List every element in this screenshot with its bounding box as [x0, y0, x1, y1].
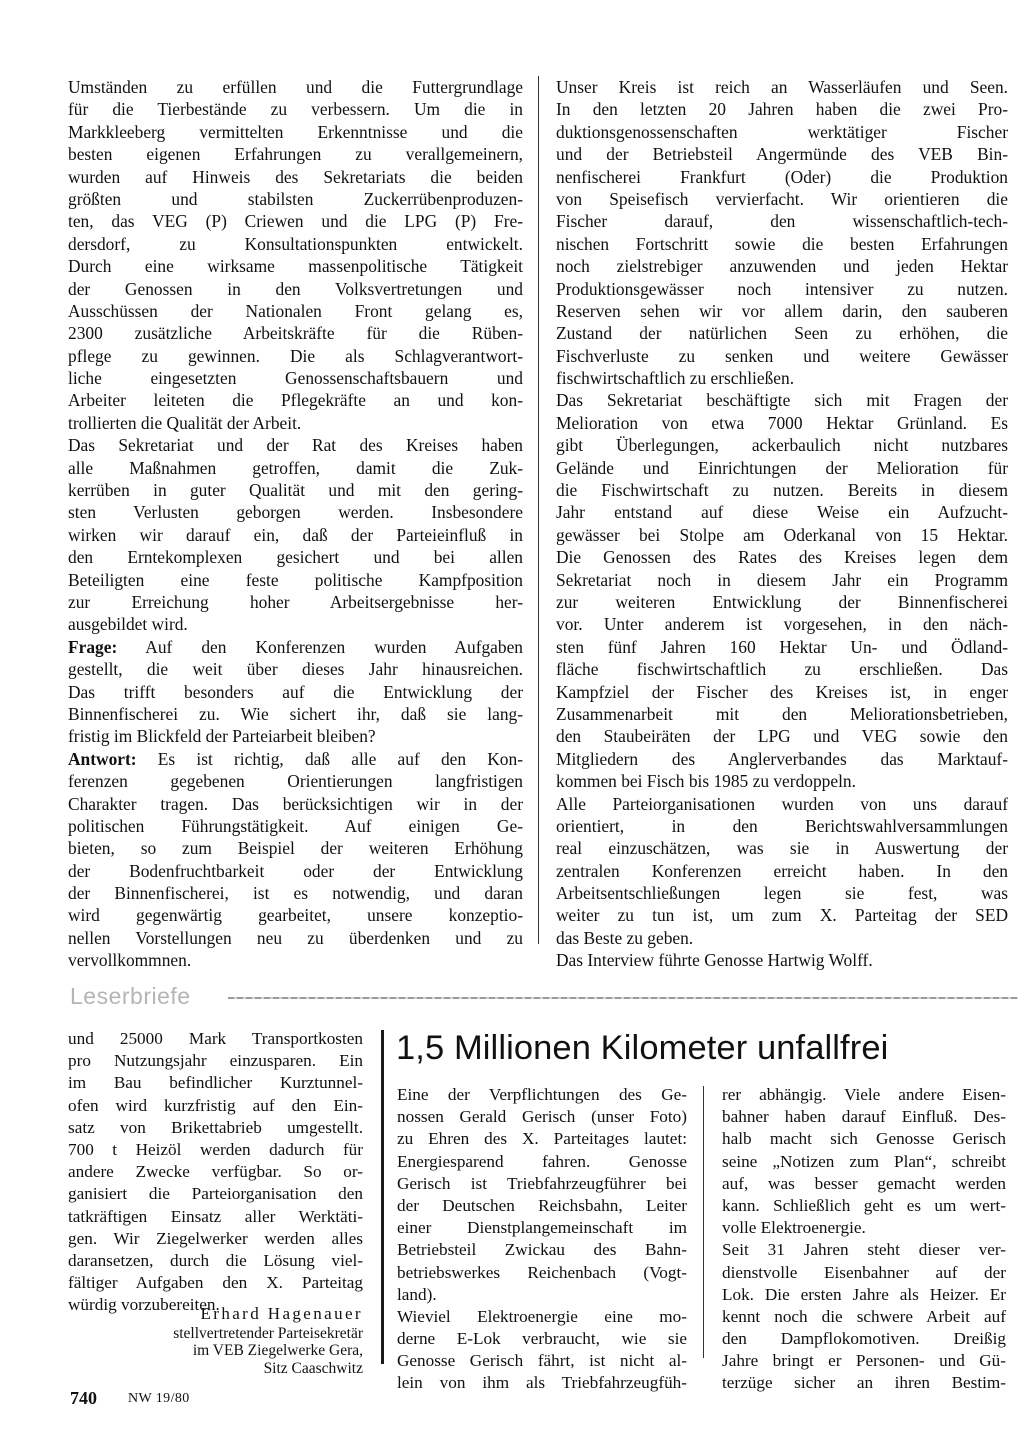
text-line: Seit 31 Jahren steht dieser ver-: [722, 1240, 1006, 1260]
text-line: Gelände und Einrichtungen der Melioration für: [556, 457, 1008, 478]
letter-signature: [68, 1303, 363, 1377]
text-line: für die Tierbestände zu verbessern. Um die in: [68, 99, 523, 120]
text-line: der Deutschen Reichsbahn, Leiter: [397, 1195, 687, 1215]
text-line: Eine der Verpflichtungen des Ge-: [397, 1085, 687, 1104]
text-line: gen. Wir Ziegelwerker werden alles: [68, 1228, 363, 1248]
text-line: gestellt, die weit über dieses Jahr hinausreichen.: [68, 659, 523, 680]
text-line: würdig vorzubereiten.: [68, 1295, 220, 1315]
section-title: Leserbriefe: [70, 983, 191, 1009]
text-line: im Bau befindlicher Kurztunnel-: [68, 1073, 363, 1093]
text-line: kommen bei Fisch bis 1985 zu verdoppeln.: [556, 771, 856, 792]
text-line: Mitgliedern des Anglerverbandes das Marktauf-: [556, 748, 1008, 769]
issue-label: NW 19/80: [128, 1391, 190, 1406]
text-line: weiter zu tun ist, um zum X. Parteitag der SED: [556, 905, 1008, 926]
text-line: duktionsgenossenschaften werktätiger Fischer: [556, 121, 1008, 142]
text-line: Alle Parteiorganisationen wurden von uns darauf: [556, 793, 1008, 814]
text-line: ofen wird kurzfristig auf den Ein-: [68, 1095, 363, 1115]
section-rule: [228, 997, 1018, 999]
text-line: den Staubeiräten der LPG und VEG sowie den: [556, 726, 1008, 747]
text-line: Zusammenarbeit mit den Meliorationsbetrieben,: [556, 703, 1008, 724]
text-line: derne E-Lok verbraucht, wie sie: [397, 1329, 687, 1349]
question-text: Auf den Konferenzen wurden Aufgaben: [145, 636, 523, 657]
text-line: bahner haben darauf Einfluß. Des-: [722, 1107, 1006, 1127]
answer-label: Antwort:: [68, 748, 137, 769]
text-line: 700 t Heizöl werden dadurch für: [68, 1139, 363, 1159]
text-line: pflege zu gewinnen. Die als Schlagverantwort-: [68, 345, 523, 366]
text-line: Umständen zu erfüllen und die Futtergrundlage: [68, 77, 523, 97]
text-line: Das Sekretariat beschäftigte sich mit Fragen der: [556, 390, 1008, 411]
text-line: zur weiteren Entwicklung der Binnenfischerei: [556, 591, 1008, 612]
text-line: größten und stabilsten Zuckerrübenproduzen-: [68, 188, 523, 209]
author-role-line: Sitz Caaschwitz: [263, 1359, 363, 1377]
text-line: wurden auf Hinweis des Sekretariats die beiden: [68, 166, 523, 187]
text-line: Wieviel Elektroenergie eine mo-: [397, 1306, 687, 1326]
text-line: ten, das VEG (P) Criewen und die LPG (P) Fre-: [68, 211, 523, 232]
text-line: Die Genossen des Rates des Kreises legen dem: [556, 547, 1008, 568]
text-line: Durch eine wirksame massenpolitische Tätigkeit: [68, 256, 523, 277]
column-divider: [538, 76, 539, 944]
text-line: besten eigenen Erfahrungen zu verallgemeinern,: [68, 144, 523, 165]
text-line: Lok. Die ersten Jahre als Heizer. Er: [722, 1284, 1006, 1304]
text-line: Ausschüssen der Nationalen Front gelang es,: [68, 300, 523, 321]
interviewer-credit: Das Interview führte Genosse Hartwig Wolff.: [556, 950, 873, 971]
text-line: nischen Fortschritt sowie die besten Erfahrungen: [556, 233, 1008, 254]
text-line: zentralen Konferenzen erreicht haben. In den: [556, 860, 1008, 881]
text-line: und der Betriebsteil Angermünde des VEB Bin-: [556, 144, 1008, 165]
text-line: rer abhängig. Viele andere Eisen-: [722, 1085, 1006, 1104]
article-column-divider: [703, 1086, 704, 1358]
text-line: zu Ehren des X. Parteitages lautet:: [397, 1129, 687, 1149]
text-line: Fischverluste zu senken und weitere Gewässer: [556, 345, 1008, 366]
text-line: alle Maßnahmen getroffen, damit die Zuk-: [68, 457, 523, 478]
text-line: politischen Führungstätigkeit. Auf einigen Ge-: [68, 815, 523, 836]
text-line: kerrüben in guter Qualität und mit den gering-: [68, 480, 523, 501]
text-line: satz von Brikettabrieb umgestellt.: [68, 1117, 363, 1137]
author-name: Erhard Hagenauer: [200, 1304, 363, 1323]
text-line: Melioration von etwa 7000 Hektar Grünland. Es: [556, 412, 1008, 433]
text-line: und 25000 Mark Transportkosten: [68, 1029, 363, 1048]
text-line: Fischer darauf, den wissenschaftlich-tech-: [556, 211, 1008, 232]
text-line: vervollkommnen.: [68, 950, 192, 971]
text-line: fischwirtschaftlich zu erschließen.: [556, 368, 795, 389]
text-line: tatkräftigen Einsatz aller Werktäti-: [68, 1206, 363, 1226]
text-line: die Fischwirtschaft zu nutzen. Bereits in diesem: [556, 480, 1008, 501]
text-line: Gerisch ist Triebfahrzeugführer bei: [397, 1173, 687, 1193]
text-line: sten Verlusten geborgen werden. Insbesondere: [68, 502, 523, 523]
text-line: bieten, so zum Beispiel der weiteren Erhöhung: [68, 838, 523, 859]
text-line: nossen Gerald Gerisch (unser Foto): [397, 1107, 687, 1127]
text-line: Zustand der natürlichen Seen zu erhöhen, die: [556, 323, 1008, 344]
interview-right-column: [556, 76, 1008, 972]
text-line: Unser Kreis ist reich an Wasserläufen und Seen.: [556, 77, 1008, 97]
text-line: das Beste zu geben.: [556, 927, 694, 948]
text-line: Energiesparend fahren. Genosse: [397, 1151, 687, 1171]
text-line: von Speisefisch vervierfacht. Wir orientieren die: [556, 188, 1008, 209]
article-column-2: [722, 1084, 1006, 1395]
text-line: gibt Überlegungen, ackerbaulich nicht nutzbares: [556, 435, 1008, 456]
text-line: Reserven sehen wir vor allem darin, den sauberen: [556, 300, 1008, 321]
text-line: auf, was besser gemacht werden: [722, 1173, 1006, 1193]
text-line: nenfischerei Frankfurt (Oder) die Produktion: [556, 166, 1008, 187]
text-line: lein von ihm als Triebfahrzeugfüh-: [397, 1373, 687, 1393]
text-line: seine „Notizen zum Plan“, schreibt: [722, 1151, 1006, 1171]
text-line: Beteiligten eine feste politische Kampfposition: [68, 569, 523, 590]
text-line: der Binnenfischerei, ist es notwendig, und daran: [68, 883, 523, 904]
text-line: orientiert, in den Berichtswahlversammlungen: [556, 815, 1008, 836]
text-line: andere Zwecke verfügbar. So or-: [68, 1162, 363, 1182]
text-line: betriebswerkes Reichenbach (Vogt-: [397, 1262, 687, 1282]
text-line: Produktionsgewässer noch intensiver zu nutzen.: [556, 278, 1008, 299]
text-line: fältiger Aufgaben den X. Parteitag: [68, 1273, 363, 1293]
text-line: einer Dienstplangemeinschaft im: [397, 1218, 687, 1238]
text-line: halb macht sich Genosse Gerisch: [722, 1129, 1006, 1149]
text-line: Markkleeberg vermittelten Erkenntnisse und die: [68, 121, 523, 142]
interview-left-column: [68, 76, 523, 972]
text-line: kann. Schließlich geht es um wert-: [722, 1195, 1006, 1215]
text-line: gewässer bei Stolpe am Oderkanal von 15 Hektar.: [556, 524, 1008, 545]
text-line: nellen Vorstellungen neu zu überdenken und zu: [68, 927, 523, 948]
text-line: daransetzen, durch die Lösung viel-: [68, 1250, 363, 1270]
answer-line: [68, 748, 523, 770]
text-line: sten fünf Jahren 160 Hektar Un- und Ödland-: [556, 636, 1008, 657]
article-headline: 1,5 Millionen Kilometer unfallfrei: [396, 1029, 889, 1067]
text-line: real einzuschätzen, was sie in Auswertung der: [556, 838, 1008, 859]
text-line: wirken wir darauf ein, daß der Parteieinfluß in: [68, 524, 523, 545]
text-line: dersdorf, zu Konsultationspunkten entwickelt.: [68, 233, 523, 254]
text-line: fristig im Blickfeld der Parteiarbeit bleiben?: [68, 726, 376, 747]
text-line: noch zielstrebiger anzuwenden und jeden Hektar: [556, 256, 1008, 277]
text-line: Sekretariat noch in diesem Jahr ein Programm: [556, 569, 1008, 590]
text-line: land).: [397, 1284, 437, 1304]
text-line: Jahre bringt er Personen- und Gü-: [722, 1351, 1006, 1371]
section-header: [70, 983, 1020, 1009]
article-column-1: [397, 1084, 687, 1395]
text-line: vor. Unter anderem ist vorgesehen, in den näch-: [556, 614, 1008, 635]
text-line: 2300 zusätzliche Arbeitskräfte für die Rüben-: [68, 323, 523, 344]
text-line: Arbeitsentschließungen legen sie fest, was: [556, 883, 1008, 904]
reader-letter: [68, 1028, 363, 1316]
text-line: Charakter tragen. Das berücksichtigen wir in der: [68, 793, 523, 814]
text-line: der Bodenfruchtbarkeit oder der Entwicklung: [68, 860, 523, 881]
answer-text: Es ist richtig, daß alle auf den Kon-: [157, 748, 523, 769]
question-label: Frage:: [68, 636, 118, 657]
author-role-line: im VEB Ziegelwerke Gera,: [192, 1342, 363, 1360]
text-line: ferenzen gegebenen Orientierungen langfristigen: [68, 771, 523, 792]
page-number: 740: [70, 1388, 97, 1408]
text-line: Arbeiter leiteten die Pflegekräfte an und kon-: [68, 390, 523, 411]
question-line: [68, 636, 523, 658]
text-line: ausgebildet wird.: [68, 614, 188, 635]
text-line: Genosse Gerisch fährt, ist nicht al-: [397, 1351, 687, 1371]
text-line: liche eingesetzten Genossenschaftsbauern und: [68, 368, 523, 389]
text-line: Jahr entstand auf diese Weise ein Aufzucht-: [556, 502, 1008, 523]
text-line: zur Erreichung hoher Arbeitsergebnisse her-: [68, 591, 523, 612]
text-line: trollierten die Qualität der Arbeit.: [68, 412, 302, 433]
text-line: Das trifft besonders auf die Entwicklung der: [68, 681, 523, 702]
text-line: terzüge sicher an ihren Bestim-: [722, 1373, 1006, 1393]
text-line: Betriebsteil Zwickau des Bahn-: [397, 1240, 687, 1260]
text-line: kennt noch die schwere Arbeit auf: [722, 1306, 1006, 1326]
text-line: wird gegenwärtig gearbeitet, unsere konzeptio-: [68, 905, 523, 926]
text-line: der Genossen in den Volksvertretungen und: [68, 278, 523, 299]
text-line: volle Elektroenergie.: [722, 1218, 866, 1238]
text-line: dienstvolle Eisenbahner auf der: [722, 1262, 1006, 1282]
text-line: fläche fischwirtschaftlich zu erschließen. Das: [556, 659, 1008, 680]
author-role-line: stellvertretender Parteisekretär: [173, 1325, 363, 1342]
text-line: pro Nutzungsjahr einzusparen. Ein: [68, 1051, 363, 1071]
text-line: Binnenfischerei zu. Wie sichert ihr, daß sie lang-: [68, 703, 523, 724]
text-line: In den letzten 20 Jahren haben die zwei Pro-: [556, 99, 1008, 120]
text-line: den Dampflokomotiven. Dreißig: [722, 1329, 1006, 1349]
text-line: Das Sekretariat und der Rat des Kreises haben: [68, 435, 523, 456]
text-line: ganisiert die Parteiorganisation den: [68, 1184, 363, 1204]
text-line: den Erntekomplexen gesichert und bei allen: [68, 547, 523, 568]
text-line: Kampfziel der Fischer des Kreises ist, in enger: [556, 681, 1008, 702]
letter-divider: [381, 1030, 384, 1364]
